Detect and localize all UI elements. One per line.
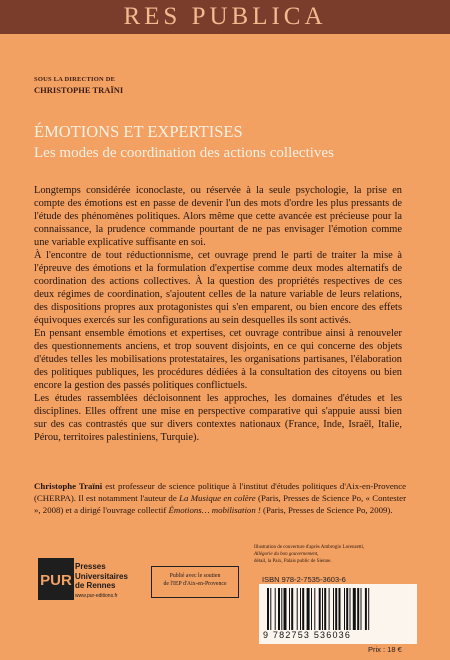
blurb-paragraph: À l'encontre de tout réductionnisme, cet ouvrage prend le parti de traiter la mise à l'épreuve des émotions et la formulation d'expertise comme deux modes alternatifs de coordination des actions collectives. À la question des propriétés respectives de ces deux régimes de coordination, s'ajoutent celles de la nature variable de leurs relations, des dispositions propres aux protagonistes qui s'en emparent, ou bien encore des effets équivoques exercés sur les configurations au sein desquelles ils sont activés.: [34, 250, 402, 326]
publisher-line: Universitaires: [75, 571, 128, 581]
barcode-bar: [267, 588, 269, 630]
barcode-bar: [284, 588, 287, 630]
price: Prix : 18 €: [368, 645, 402, 654]
barcode-bar: [350, 588, 351, 630]
barcode-bar: [329, 588, 330, 630]
barcode-bar: [270, 588, 271, 630]
bio-book-title: La Musique en colère: [179, 493, 256, 503]
support-line: de l'IEP d'Aix-en-Provence: [163, 581, 227, 587]
barcode-bar: [353, 588, 356, 630]
barcode-bar: [365, 588, 367, 630]
barcode-bar: [319, 588, 321, 630]
blurb-paragraph: Longtemps considérée iconoclaste, ou réservée à la seule psychologie, la prise en compte des émotions est en passe de devenir l'un des mots d'ordre les plus pressants de l'étude des phénomènes politiques. Alors même que cette avancée est précieuse pour la connaissance, la prudence commande pourtant de ne pas envisager l'émotion comme une variable explicative suffisante en soi.: [34, 185, 402, 248]
barcode-bar: [368, 588, 369, 630]
barcode-bar: [333, 588, 334, 630]
barcode-bar: [307, 588, 310, 630]
barcode-bar: [275, 588, 276, 630]
barcode-bar: [289, 588, 290, 630]
support-line: Publié avec le soutien: [169, 573, 221, 579]
bio-book-title: Émotions… mobilisation !: [168, 505, 261, 515]
publisher-url: www.pur-editions.fr: [75, 593, 118, 599]
publisher-line: Presses: [75, 562, 106, 571]
blurb-paragraph: En pensant ensemble émotions et expertises, cet ouvrage contribue ainsi à renouveler des questionnements anciens, et trop souvent disjoints, en ce qui concerne des objets d'études telles les mobilisations protestataires, les organisations partisanes, l'élaboration des politiques publiques, les procédures dédiées à la consultation des citoyens ou bien encore la gestion des passés politiques conflictuels.: [34, 328, 402, 391]
bio-text: (Paris, Presses de Science Po, « Contester », 2008) et a dirigé l'ouvrage collectif: [34, 493, 407, 515]
credit-line: Illustration de couverture d'après Ambrogio Lorenzetti,: [254, 545, 365, 550]
publisher-line: de Rennes: [75, 581, 116, 590]
back-cover-blurb: [34, 184, 402, 444]
series-name: RES PUBLICA: [123, 3, 327, 30]
barcode-bar: [311, 588, 312, 630]
author-bio: [34, 480, 406, 516]
barcode-bar: [281, 588, 282, 630]
barcode-bar: [300, 588, 301, 630]
direction-label: SOUS LA DIRECTION DE: [34, 76, 116, 83]
barcode-digits: 9 782753 536036: [263, 630, 352, 640]
cover-credit: [254, 544, 424, 565]
editor-name: CHRISTOPHE TRAÏNI: [34, 85, 124, 95]
barcode-bar: [278, 588, 280, 630]
barcode-bar: [344, 588, 345, 630]
credit-line: Allégorie du bon gouvernement,: [254, 552, 319, 557]
barcode-bar: [346, 588, 348, 630]
isbn: ISBN 978-2-7535-3603-6: [262, 575, 346, 584]
publisher-name: [75, 562, 128, 591]
book-subtitle: Les modes de coordination des actions collectives: [34, 145, 334, 161]
publisher-logo-icon: [38, 558, 74, 605]
bio-text: (Paris, Presses de Science Po, 2009).: [260, 505, 393, 515]
barcode-bar: [322, 588, 323, 630]
barcode-bar: [291, 588, 293, 630]
barcode-bar: [339, 588, 341, 630]
barcode-bars-icon: [267, 588, 409, 630]
support-notice: [151, 566, 239, 598]
barcode: [259, 584, 417, 644]
barcode-bar: [335, 588, 337, 630]
book-title: ÉMOTIONS ET EXPERTISES: [34, 122, 243, 141]
barcode-bar: [357, 588, 359, 630]
barcode-bar: [302, 588, 304, 630]
publisher-logo-text: PUR: [40, 572, 72, 589]
bio-text: est professeur de science politique à l'institut d'études politiques d'Aix-en-Provence (CHERPA). Il est notamment l'auteur de: [34, 481, 407, 503]
bio-name: Christophe Traïni: [34, 481, 103, 491]
barcode-bar: [324, 588, 326, 630]
barcode-bar: [297, 588, 298, 630]
barcode-bar: [314, 588, 315, 630]
blurb-paragraph: Les études rassemblées décloisonnent les approches, les domaines d'études et les disciplines. Elles offrent une mise en perspective comparative qui s'appuie aussi bien sur des cas contrastés que sur divers contextes nationaux (France, Inde, Israël, Italie, Pérou, territoires palestiniens, Turquie).: [34, 393, 402, 443]
barcode-bar: [361, 588, 362, 630]
credit-line: détail, la Paix, Palais public de Sienne.: [254, 559, 332, 564]
